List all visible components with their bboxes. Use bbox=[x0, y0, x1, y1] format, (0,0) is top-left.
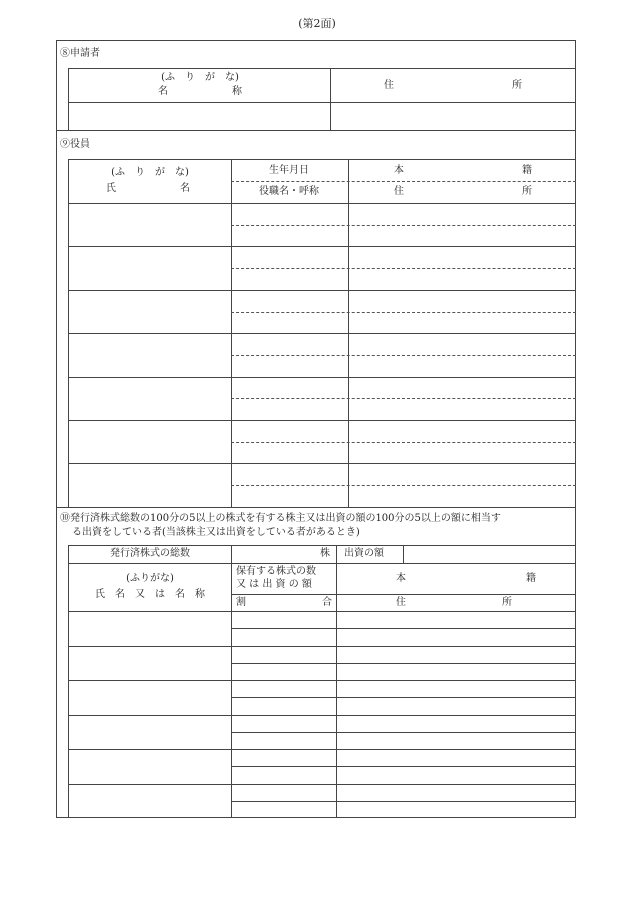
shareholder-address-label-right: 所 bbox=[502, 597, 512, 608]
officer-row[interactable] bbox=[69, 204, 230, 245]
ratio-label-left: 割 bbox=[236, 597, 246, 608]
shareholder-name-label: 氏 名 又 は 名 称 bbox=[95, 589, 205, 600]
page-label: (第2面) bbox=[298, 17, 336, 30]
shares-unit-label: 株 bbox=[320, 548, 330, 559]
officer-row[interactable] bbox=[69, 421, 230, 462]
officer-row[interactable] bbox=[69, 291, 230, 332]
applicant-name-field[interactable] bbox=[69, 103, 329, 129]
total-shares-field[interactable] bbox=[232, 546, 317, 562]
held-shares-label-1: 保有する株式の数 bbox=[236, 566, 316, 577]
applicant-address-field[interactable] bbox=[331, 103, 575, 129]
total-shares-label: 発行済株式の総数 bbox=[110, 548, 190, 559]
section-shareholders-title-line2: る出資をしている者(当該株主又は出資をしている者があるとき) bbox=[72, 527, 360, 538]
applicant-name-label-left: 名 bbox=[158, 86, 168, 97]
shareholder-row[interactable] bbox=[69, 750, 230, 783]
officer-name-label-left: 氏 bbox=[106, 183, 116, 194]
shareholder-furigana-label: (ふりがな) bbox=[126, 573, 174, 584]
officer-address-label-left: 住 bbox=[394, 186, 404, 197]
held-shares-label-2: 又 は 出 資 の 額 bbox=[236, 579, 312, 590]
officer-row[interactable] bbox=[69, 247, 230, 289]
officer-row[interactable] bbox=[69, 378, 230, 419]
officer-row[interactable] bbox=[69, 334, 230, 376]
officer-address-label-right: 所 bbox=[522, 186, 532, 197]
shareholder-row[interactable] bbox=[69, 681, 230, 714]
section-shareholders-title-line1: ⑩発行済株式総数の100分の5以上の株式を有する株主又は出資の額の100分の5以上の額に相当す bbox=[60, 513, 501, 524]
ratio-label-right: 合 bbox=[322, 597, 332, 608]
section-officers-title: ⑨役員 bbox=[60, 139, 90, 150]
shareholder-row[interactable] bbox=[69, 785, 230, 817]
officer-row[interactable] bbox=[69, 464, 230, 506]
applicant-furigana-label: (ふ り が な) bbox=[161, 72, 239, 83]
investment-amount-field[interactable] bbox=[404, 546, 575, 562]
officer-domicile-label-right: 籍 bbox=[522, 165, 532, 176]
shareholder-domicile-label-left: 本 bbox=[396, 573, 406, 584]
investment-amount-label: 出資の額 bbox=[344, 548, 384, 559]
officer-furigana-label: (ふ り が な) bbox=[111, 167, 189, 178]
officer-position-label: 役職名・呼称 bbox=[259, 186, 319, 197]
shareholder-row[interactable] bbox=[69, 716, 230, 748]
officer-name-label-right: 名 bbox=[180, 183, 190, 194]
shareholder-address-label-left: 住 bbox=[396, 597, 406, 608]
shareholder-domicile-label-right: 籍 bbox=[526, 573, 536, 584]
applicant-name-label-right: 称 bbox=[232, 86, 242, 97]
applicant-address-label-left: 住 bbox=[384, 80, 394, 91]
shareholder-row[interactable] bbox=[69, 612, 230, 645]
officer-domicile-label-left: 本 bbox=[394, 165, 404, 176]
section-applicant-title: ⑧申請者 bbox=[60, 48, 100, 59]
officer-dob-label: 生年月日 bbox=[269, 165, 309, 176]
applicant-address-label-right: 所 bbox=[512, 80, 522, 91]
shareholder-row[interactable] bbox=[69, 647, 230, 679]
